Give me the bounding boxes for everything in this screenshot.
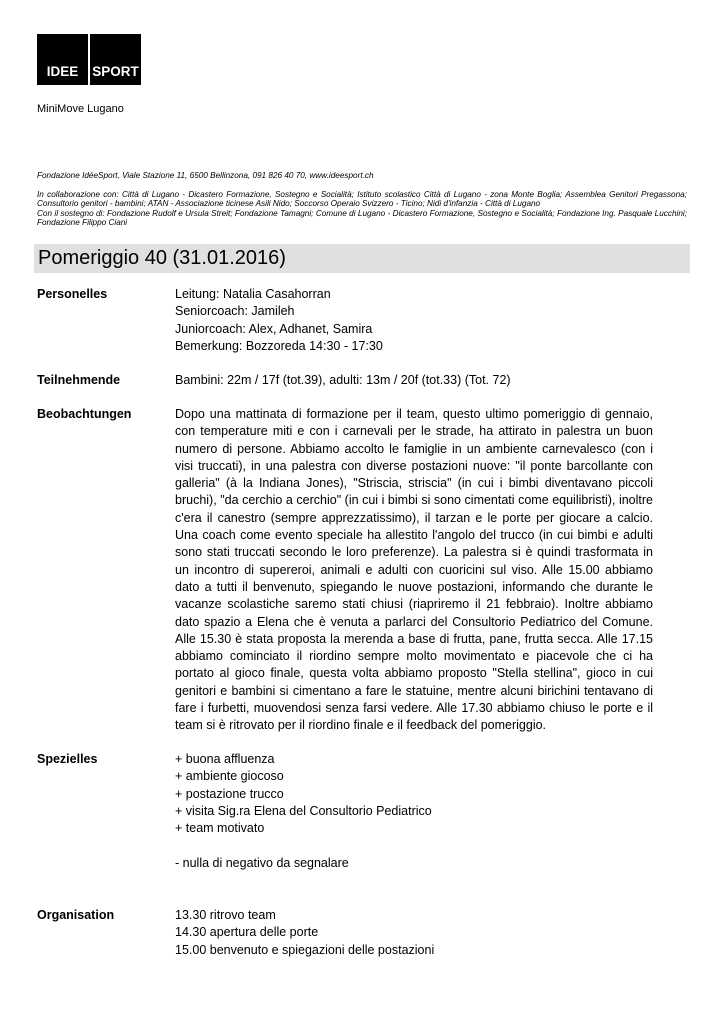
schedule-line: 15.00 benvenuto e spiegazioni delle postazioni [175,942,435,957]
section-spezielles [37,751,653,872]
support-partners: Con il sostegno di: Fondazione Rudolf e Ursula Streit; Fondazione Tamagni; Comune di Lugano - Dicastero Formazione, Sostegno e Socialità; Fondazione Ing. Pasquale Lucchini; Fondazione Filippo Ciani [37,208,687,228]
header-info [37,171,687,228]
negative-item: - nulla di negativo da segnalare [175,855,349,870]
section-label: Beobachtungen [37,407,132,421]
logo-left-block: IDEE [37,34,88,85]
participants-text: Bambini: 22m / 17f (tot.39), adulti: 13m / 20f (tot.33) (Tot. 72) [175,373,511,387]
foundation-address: Fondazione IdéeSport, Viale Stazione 11, 6500 Bellinzona, 091 826 40 70, www.ideesport.ch [37,171,374,180]
observations-text: Dopo una mattinata di formazione per il team, questo ultimo pomeriggio di gennaio, con temperature miti e con i carnevali per le strade, ha attirato in palestra un buon numero di persone. Abbiamo accolto le famiglie in un ambiente carnevalesco (con i visi truccati), in una palestra con diverse postazioni nuove: "il ponte barcollante con galleria" (à la Indiana Jones), "Striscia, striscia" (in cui i bimbi diventavano piccoli bruchi), "da cerchio a cerchio" (in cui i bimbi si sono cimentati come equilibristi), inoltre c'era il canestro (sempre apprezzatissimo), il tarzan e le porte per giocare a calcio. Una coach come evento speciale ha allestito l'angolo del trucco (in cui bimbi e adulti sono stati truccati secondo le loro preferenze). La palestra si è quindi trasformata in un incontro di supereroi, animali e adulti con cuoricini sul viso. Alle 15.00 abbiamo dato a tutti il benvenuto, spiegando le nuove postazioni, informando che durante le vacanze scolastiche saremo stati chiusi (riapriremo il 21 febbraio). Inoltre abbiamo dato spazio a Elena che è venuta a parlarci del Consultorio Pediatrico del Comune. Alle 15.30 è stata proposta la merenda a base di frutta, pane, frutta secca. Alle 17.15 abbiamo cominciato il riordino sempre molto movimentato e piacevole che ci ha portato al gioco finale, questa volta abbiamo proposto "Stella stellina", gioco in cui genitori e bambini si cimentano a fare le statuine, mentre alcuni birichini tentavano di fare i furbetti, muovendosi senza farsi vedere. Alle 17.30 abbiamo chiuso le porte e il team si è ritrovato per il riordino finale e il feedback del pomeriggio. [175,407,653,733]
positive-item: + visita Sig.ra Elena del Consultorio Pediatrico [175,803,432,818]
section-personelles [37,286,653,355]
positive-item: + ambiente giocoso [175,769,284,784]
title-banner [34,244,690,273]
section-beobachtungen [37,406,653,735]
logo-right-block: SPORT [90,34,141,85]
positive-item: + buona affluenza [175,752,275,766]
section-teilnehmende [37,372,653,389]
schedule-line: 13.30 ritrovo team [175,908,276,922]
program-name: MiniMove Lugano [37,103,124,115]
staff-line: Bemerkung: Bozzoreda 14:30 - 17:30 [175,338,383,353]
staff-line: Juniorcoach: Alex, Adhanet, Samira [175,321,373,336]
schedule-line: 14.30 apertura delle porte [175,925,319,940]
section-organisation [37,907,653,959]
staff-line: Seniorcoach: Jamileh [175,304,295,319]
page-title: Pomeriggio 40 (31.01.2016) [38,247,286,269]
positive-item: + postazione trucco [175,786,284,801]
ideesport-logo [37,34,141,85]
collaboration-partners: In collaborazione con: Città di Lugano - Dicastero Formazione, Sostegno e Socialità; Istituto scolastico Città di Lugano - zona Monte Boglia; Assemblea Genitori Pregassona; Consultorio genitori - bambini; ATAN - Associazione ticinese Asili Nido; Soccorso Operaio Svizzero - Ticino; Nidi d'infanzia - Città di Lugano [37,189,687,209]
positive-item: + team motivato [175,821,265,836]
section-label: Personelles [37,287,108,301]
section-label: Organisation [37,908,115,922]
section-label: Teilnehmende [37,373,121,387]
section-label: Spezielles [37,752,98,766]
staff-line: Leitung: Natalia Casahorran [175,287,331,301]
